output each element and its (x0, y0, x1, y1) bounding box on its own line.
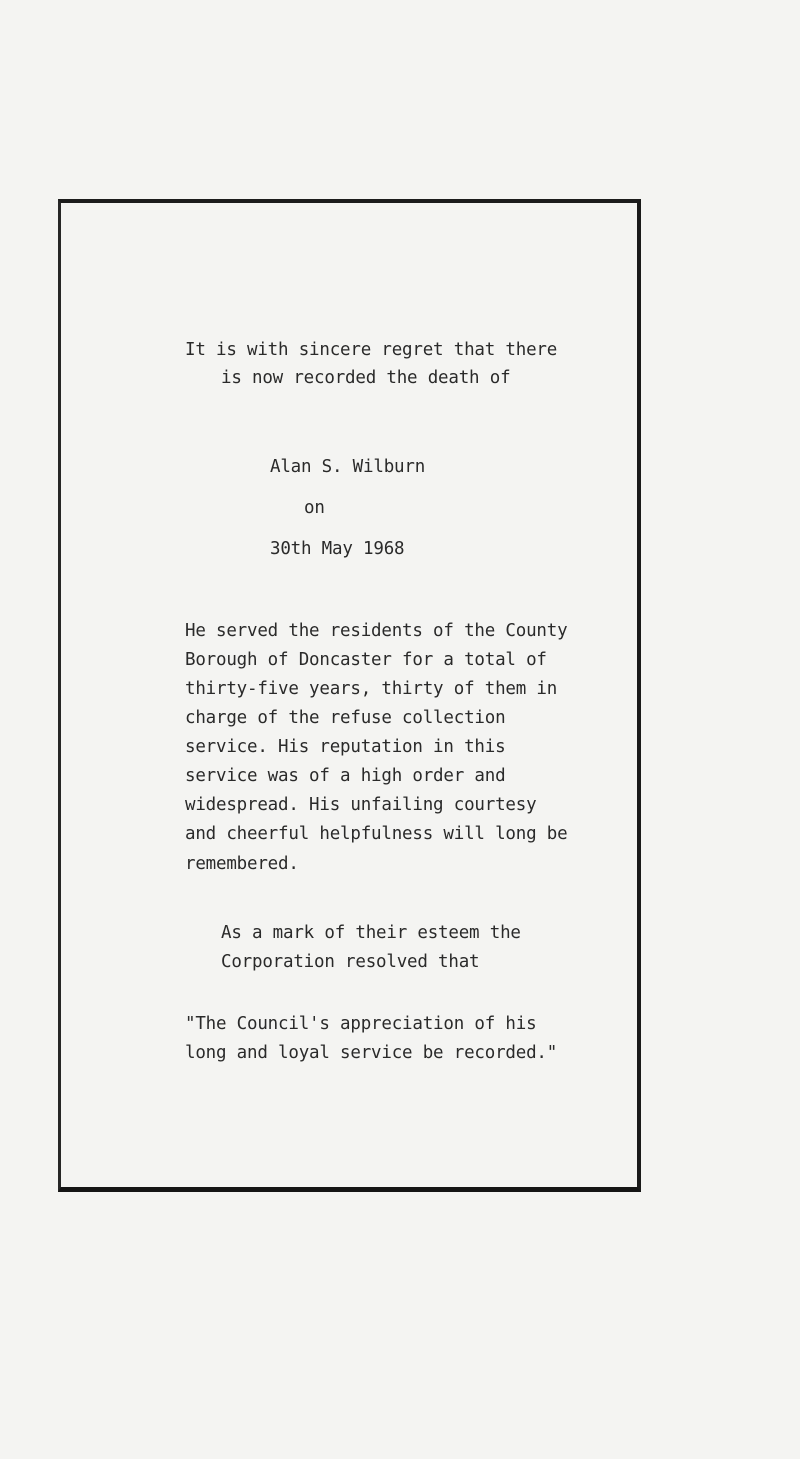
date-of-death: 30th May 1968 (270, 539, 405, 559)
paragraph-line-2: Borough of Doncaster for a total of (185, 650, 547, 670)
paragraph-line-9: remembered. (185, 854, 299, 874)
intro-line-2: is now recorded the death of (221, 368, 511, 388)
paragraph-line-1: He served the residents of the County (185, 621, 568, 641)
on-label: on (304, 498, 325, 518)
esteem-line-1: As a mark of their esteem the (221, 923, 521, 943)
resolution-line-2: long and loyal service be recorded." (185, 1043, 558, 1063)
paragraph-line-4: charge of the refuse collection (185, 708, 506, 728)
deceased-name: Alan S. Wilburn (270, 457, 426, 477)
paragraph-line-3: thirty-five years, thirty of them in (185, 679, 558, 699)
paragraph-line-7: widespread. His unfailing courtesy (185, 795, 537, 815)
paragraph-line-6: service was of a high order and (185, 766, 506, 786)
paragraph-line-5: service. His reputation in this (185, 737, 506, 757)
intro-line-1: It is with sincere regret that there (185, 340, 558, 360)
esteem-line-2: Corporation resolved that (221, 952, 480, 972)
paragraph-line-8: and cheerful helpfulness will long be (185, 824, 568, 844)
resolution-line-1: "The Council's appreciation of his (185, 1014, 537, 1034)
